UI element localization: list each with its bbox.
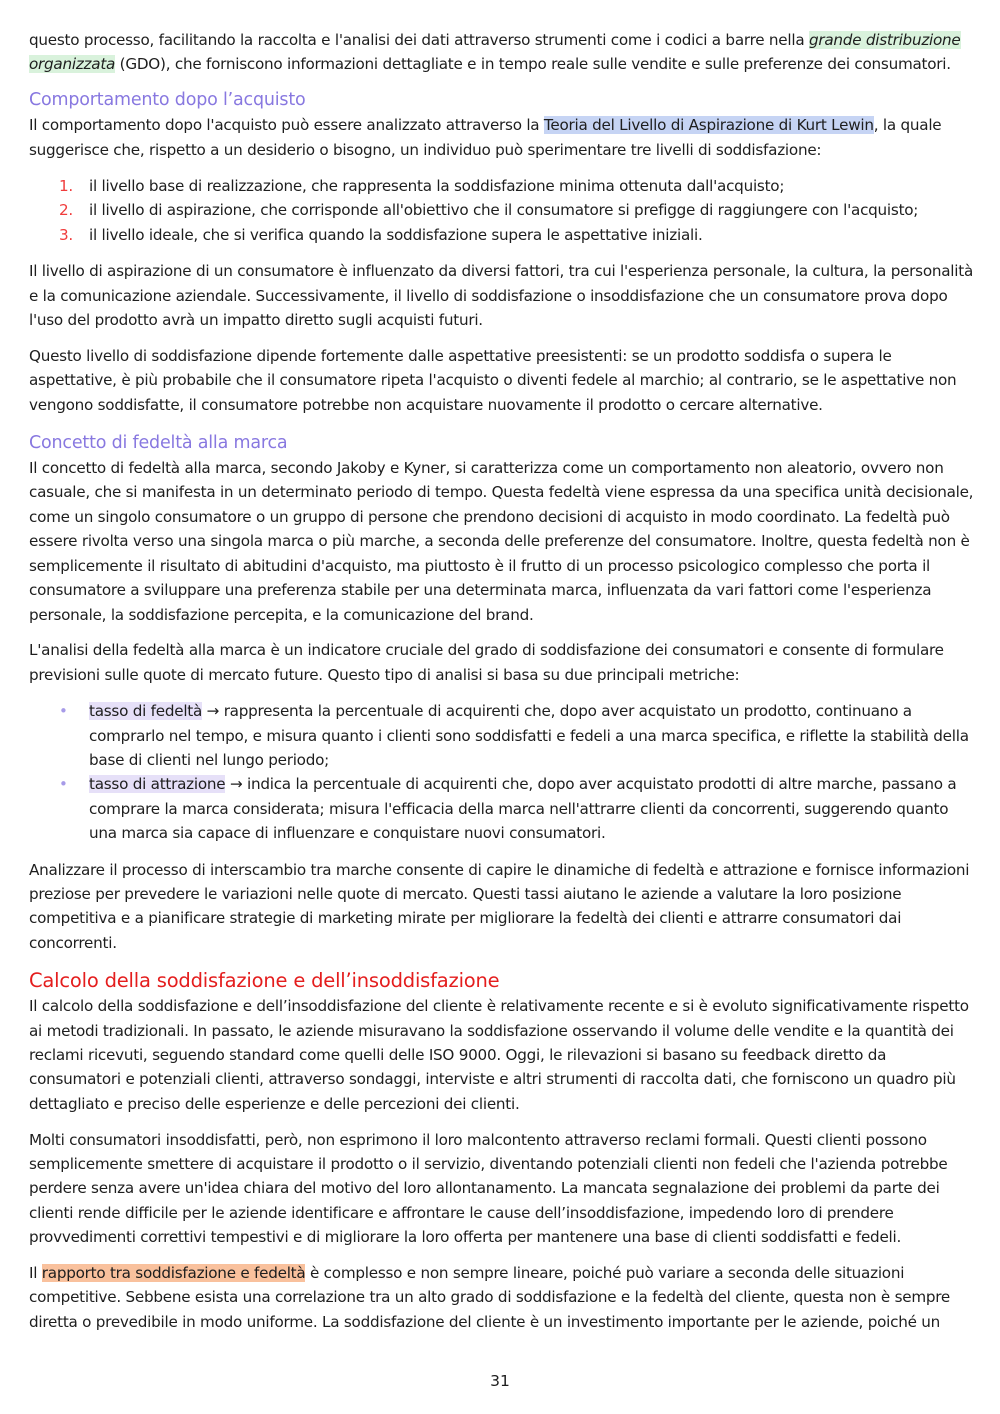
paragraph-insoddisfatti: Molti consumatori insoddisfatti, però, non esprimono il loro malcontento attraverso reclami formali. Questi clienti possono semplicemente smettere di acquistare il prodotto o il servizio, diventando potenziali clienti non fedeli che l'azienda potrebbe perdere senza avere un'idea chiara del motivo del loro allontanamento. La mancata segnalazione dei problemi da parte dei clienti rende difficile per le aziende identificare e affrontare le cause dell’insoddisfazione, impedendo loro di prendere provvedimenti correttivi tempestivi e di migliorare la loro offerta per mantenere una base di clienti soddisfatti e fedeli. (29, 1130, 948, 1247)
paragraph-teoria-lewin: Il comportamento dopo l'acquisto può essere analizzato attraverso la Teoria del Livello di Aspirazione di Kurt Lewin, la quale suggerisce che, rispetto a un desiderio o bisogno, un individuo può sperimentare tre livelli di soddisfazione: (29, 116, 942, 159)
heading-fedelta-marca: Concetto di fedeltà alla marca (29, 433, 288, 454)
bullet-icon: • (59, 702, 68, 721)
highlight-tasso-attrazione: tasso di attrazione (89, 775, 226, 794)
list-item: • tasso di fedeltà → rappresenta la percentuale di acquirenti che, dopo aver acquistato un prodotto, continuano a comprarlo nel tempo, e misura quanto i clienti sono soddisfatti e fedeli a una marca specifica, e riflette la stabilità della base di clienti nel lungo periodo; (29, 699, 975, 772)
list-number: 1. (59, 177, 73, 196)
paragraph-calcolo: Il calcolo della soddisfazione e dell’insoddisfazione del cliente è relativamente recente e si è evoluto significativamente rispetto ai metodi tradizionali. In passato, le aziende misuravano la soddisfazione osservando il volume delle vendite e la quantità dei reclami ricevuti, seguendo standard come quelli delle ISO 9000. Oggi, le rilevazioni si basano su feedback diretto da consumatori e potenziali clienti, attraverso sondaggi, interviste e altri strumenti di raccolta dati, che forniscono un quadro più dettagliato e preciso delle esperienze e delle percezioni dei clienti. (29, 997, 969, 1113)
paragraph-jakoby-kyner: Il concetto di fedeltà alla marca, secondo Jakoby e Kyner, si caratterizza come un comportamento non aleatorio, ovvero non casuale, che si manifesta in un determinato periodo di tempo. Questa fedeltà viene espressa da una specifica unità decisionale, come un singolo consumatore o un gruppo di persone che prendono decisioni di acquisto in modo coordinato. La fedeltà può essere rivolta verso una singola marca o più marche, a seconda delle preferenze del consumatore. Inoltre, questa fedeltà non è semplicemente il risultato di abitudini d'acquisto, ma piuttosto è il frutto di un processo psicologico complesso che porta il consumatore a sviluppare una preferenza stabile per una determinata marca, influenzata da vari fattori come l'esperienza personale, la soddisfazione percepita, e la comunicazione del brand. (29, 459, 974, 624)
page-body (29, 28, 975, 1334)
highlight-rapporto-soddisfazione-fedelta: rapporto tra soddisfazione e fedeltà (41, 1264, 306, 1283)
metrics-list (29, 699, 975, 845)
paragraph-analisi-fedelta: L'analisi della fedeltà alla marca è un indicatore cruciale del grado di soddisfazione dei consumatori e consente di formulare previsioni sulle quote di mercato future. Questo tipo di analisi si basa su due principali metriche: (29, 641, 944, 684)
bullet-icon: • (59, 775, 68, 794)
list-number: 2. (59, 201, 73, 220)
list-item: 1. il livello base di realizzazione, che rappresenta la soddisfazione minima ottenuta dall'acquisto; (29, 174, 975, 198)
list-item: 2. il livello di aspirazione, che corrisponde all'obiettivo che il consumatore si prefigge di raggiungere con l'acquisto; (29, 198, 975, 222)
heading-comportamento-dopo-acquisto: Comportamento dopo l’acquisto (29, 90, 306, 111)
list-item: • tasso di attrazione → indica la percentuale di acquirenti che, dopo aver acquistato prodotti di altre marche, passano a comprare la marca considerata; misura l'efficacia della marca nell'attrarre clienti da concorrenti, suggerendo quanto una marca sia capace di influenzare e conquistare nuovi consumatori. (29, 772, 975, 845)
list-number: 3. (59, 225, 73, 244)
highlight-tasso-fedelta: tasso di fedeltà (89, 702, 203, 721)
list-item: 3. il livello ideale, che si verifica quando la soddisfazione supera le aspettative iniziali. (29, 223, 975, 247)
paragraph-rapporto: Il rapporto tra soddisfazione e fedeltà è complesso e non sempre lineare, poiché può variare a seconda delle situazioni competitive. Sebbene esista una correlazione tra un alto grado di soddisfazione e la fedeltà del cliente, questa non è sempre diretta o prevedibile in modo uniforme. La soddisfazione del cliente è un investimento importante per le aziende, poiché un (29, 1264, 951, 1331)
paragraph-gdo: questo processo, facilitando la raccolta e l'analisi dei dati attraverso strumenti come i codici a barre nella grande distribuzione organizzata (GDO), che forniscono informazioni dettagliate e in tempo reale sulle vendite e sulle preferenze dei consumatori. (29, 31, 961, 74)
highlight-teoria-lewin: Teoria del Livello di Aspirazione di Kurt Lewin (543, 116, 874, 135)
levels-list (29, 174, 975, 247)
page-number: 31 (490, 1372, 510, 1390)
highlight-grande-distribuzione: grande distribuzione organizzata (29, 31, 961, 74)
paragraph-aspettative: Questo livello di soddisfazione dipende fortemente dalle aspettative preesistenti: se un prodotto soddisfa o supera le aspettative, è più probabile che il consumatore ripeta l'acquisto o diventi fedele al marchio; al contrario, se le aspettative non vengono soddisfatte, il consumatore potrebbe non acquistare nuovamente il prodotto o cercare alternative. (29, 346, 957, 414)
paragraph-livello-aspirazione: Il livello di aspirazione di un consumatore è influenzato da diversi fattori, tra cui l'esperienza personale, la cultura, la personalità e la comunicazione aziendale. Successivamente, il livello di soddisfazione o insoddisfazione che un consumatore prova dopo l'uso del prodotto avrà un impatto diretto sugli acquisti futuri. (29, 262, 974, 330)
paragraph-interscambio: Analizzare il processo di interscambio tra marche consente di capire le dinamiche di fedeltà e attrazione e fornisce informazioni preziose per prevedere le variazioni nelle quote di mercato. Questi tassi aiutano le aziende a valutare la loro posizione competitiva e a pianificare strategie di marketing mirate per migliorare la fedeltà dei clienti e attrarre consumatori dai concorrenti. (29, 860, 970, 952)
heading-calcolo-soddisfazione: Calcolo della soddisfazione e dell’insoddisfazione (29, 969, 500, 993)
